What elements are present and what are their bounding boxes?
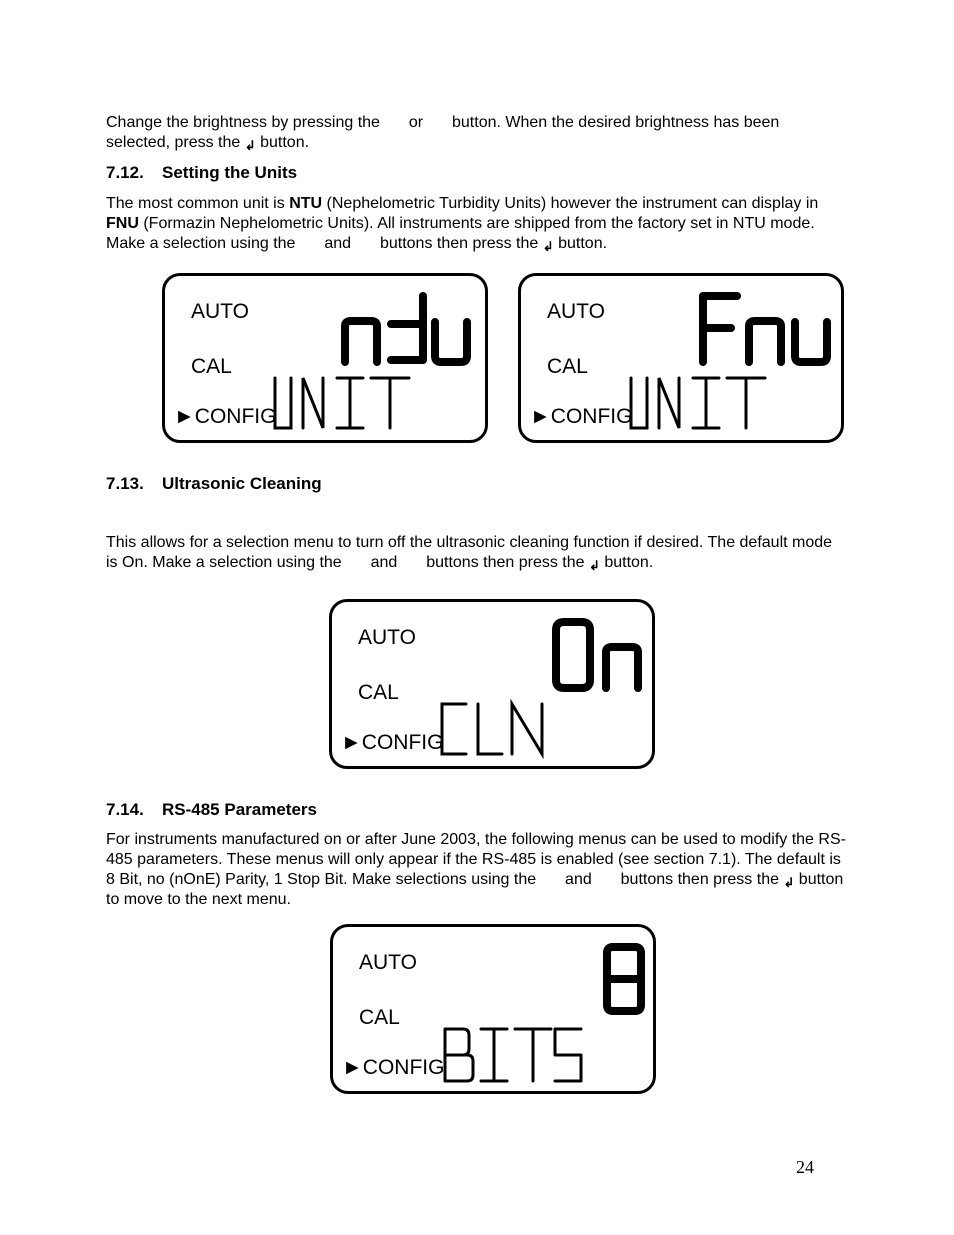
- lcd-auto-label: AUTO: [358, 626, 416, 649]
- lcd-config-label: ►CONFIG: [174, 405, 277, 428]
- section-heading-rs485: 7.14. RS-485 Parameters: [106, 800, 317, 819]
- lcd-display-cleaning: [329, 599, 655, 769]
- lcd-display-bits: [330, 924, 656, 1094]
- lcd-cal-label: CAL: [359, 1006, 400, 1029]
- brightness-paragraph: Change the brightness by pressing the or button. When the desired brightness has been selected, press the ↲ button.: [106, 113, 846, 153]
- lcd-field-text: [442, 704, 542, 754]
- enter-icon: ↲: [588, 558, 600, 573]
- lcd-value-digits: [345, 296, 467, 362]
- enter-icon: ↲: [244, 138, 256, 153]
- lcd-field-text: [631, 378, 765, 428]
- page-number: 24: [796, 1157, 814, 1177]
- lcd-auto-label: AUTO: [191, 300, 249, 323]
- units-paragraph: The most common unit is NTU (Nephelometric Turbidity Units) however the instrument can display in FNU (Formazin Nephelometric Units). All instruments are shipped from the factory set in NTU mode. Make a selection using the and buttons then press the ↲ button.: [106, 194, 846, 254]
- lcd-value-digits: [556, 622, 638, 688]
- lcd-screen-cleaning: [332, 602, 652, 766]
- section-heading-cleaning: 7.13. Ultrasonic Cleaning: [106, 474, 322, 493]
- lcd-display-fnu: [518, 273, 844, 443]
- lcd-value-digits: [703, 296, 827, 362]
- lcd-screen-bits: [333, 927, 653, 1091]
- cleaning-paragraph: This allows for a selection menu to turn off the ultrasonic cleaning function if desired. The default mode is On. Make a selection using the and buttons then press the ↲ button.: [106, 533, 846, 573]
- lcd-value-digits: [607, 947, 641, 1011]
- lcd-display-ntu: [162, 273, 488, 443]
- lcd-config-label: ►CONFIG: [341, 731, 444, 754]
- lcd-cal-label: CAL: [358, 681, 399, 704]
- lcd-cal-label: CAL: [191, 355, 232, 378]
- lcd-cal-label: CAL: [547, 355, 588, 378]
- lcd-auto-label: AUTO: [547, 300, 605, 323]
- rs485-paragraph: For instruments manufactured on or after June 2003, the following menus can be used to modify the RS-485 parameters. These menus will only appear if the RS-485 is enabled (see section 7.1). The default is 8 Bit, no (nOnE) Parity, 1 Stop Bit. Make selections using the and buttons then press the ↲ button to move to the next menu.: [106, 831, 846, 908]
- enter-icon: ↲: [783, 875, 795, 890]
- lcd-auto-label: AUTO: [359, 951, 417, 974]
- enter-icon: ↲: [542, 239, 554, 254]
- lcd-field-text: [445, 1029, 581, 1081]
- lcd-config-label: ►CONFIG: [342, 1056, 445, 1079]
- section-heading-units: 7.12. Setting the Units: [106, 163, 298, 182]
- lcd-screen-fnu: [521, 276, 841, 440]
- lcd-config-label: ►CONFIG: [530, 405, 633, 428]
- lcd-screen-ntu: [165, 276, 485, 440]
- lcd-field-text: [275, 378, 409, 428]
